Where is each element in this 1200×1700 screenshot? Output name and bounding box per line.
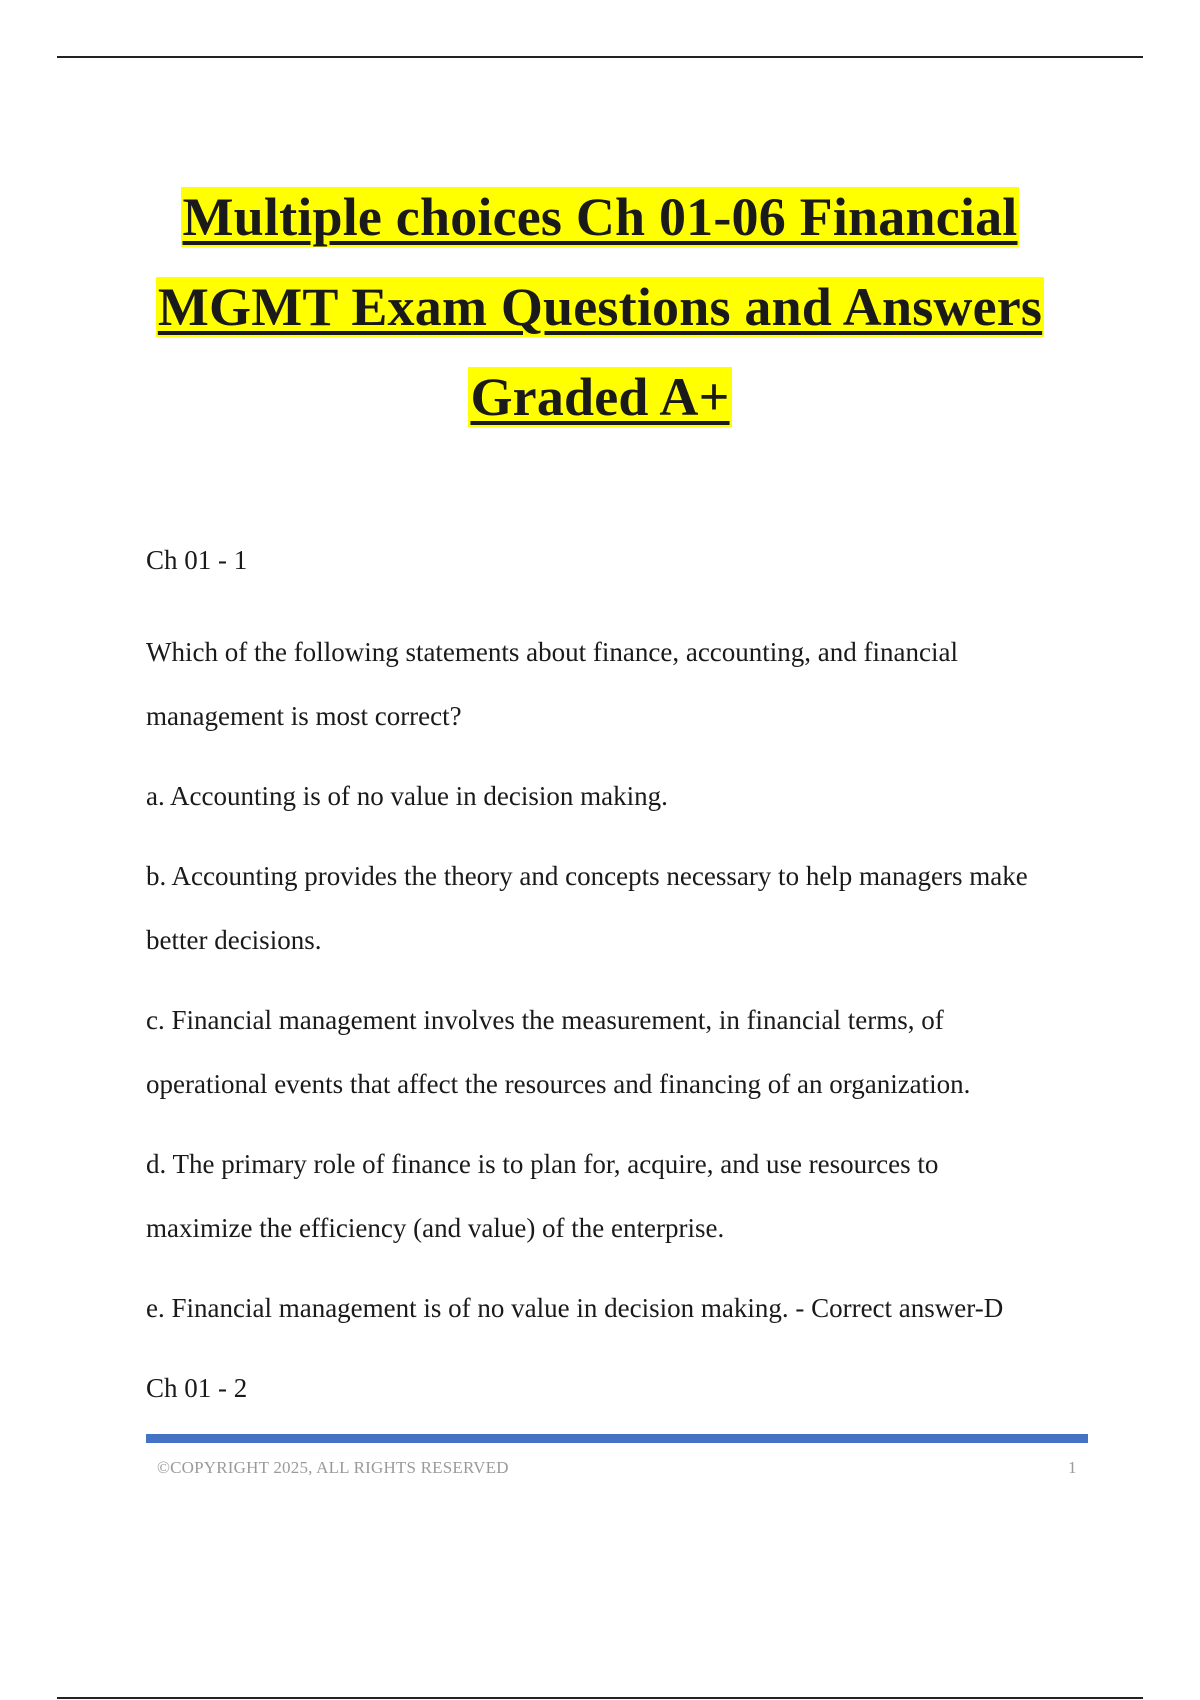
bottom-rule	[57, 1697, 1143, 1699]
option-line: d. The primary role of finance is to plan for, acquire, and use resources to	[146, 1149, 939, 1179]
question-content	[146, 540, 1096, 1420]
option-line: c. Financial management involves the measurement, in financial terms, of	[146, 1005, 944, 1035]
option-line: a. Accounting is of no value in decision making.	[146, 781, 668, 811]
option-d	[146, 1132, 1096, 1260]
footer-copyright: ©COPYRIGHT 2025, ALL RIGHTS RESERVED	[157, 1458, 509, 1477]
title-line-2: MGMT Exam Questions and Answers	[157, 277, 1043, 337]
title-line-1: Multiple choices Ch 01-06 Financial	[182, 187, 1018, 247]
chapter-label: Ch 01 - 1	[146, 545, 248, 575]
option-b	[146, 844, 1096, 972]
option-line: better decisions.	[146, 925, 322, 955]
title-line-3: Graded A+	[470, 367, 730, 427]
question-stem-line: management is most correct?	[146, 701, 462, 731]
option-line: maximize the efficiency (and value) of the enterprise.	[146, 1213, 725, 1243]
document-title	[60, 172, 1140, 442]
next-chapter-label: Ch 01 - 2	[146, 1373, 248, 1403]
option-c	[146, 988, 1096, 1116]
page-number: 1	[1068, 1458, 1077, 1477]
top-rule	[57, 56, 1143, 58]
option-line: e. Financial management is of no value in decision making. - Correct answer-D	[146, 1293, 1004, 1323]
footer-bar	[146, 1434, 1088, 1443]
option-line: b. Accounting provides the theory and concepts necessary to help managers make	[146, 861, 1028, 891]
option-line: operational events that affect the resources and financing of an organization.	[146, 1069, 971, 1099]
question-stem-line: Which of the following statements about finance, accounting, and financial	[146, 637, 958, 667]
option-a	[146, 764, 1096, 828]
option-e	[146, 1276, 1096, 1340]
question-stem	[146, 620, 1096, 748]
